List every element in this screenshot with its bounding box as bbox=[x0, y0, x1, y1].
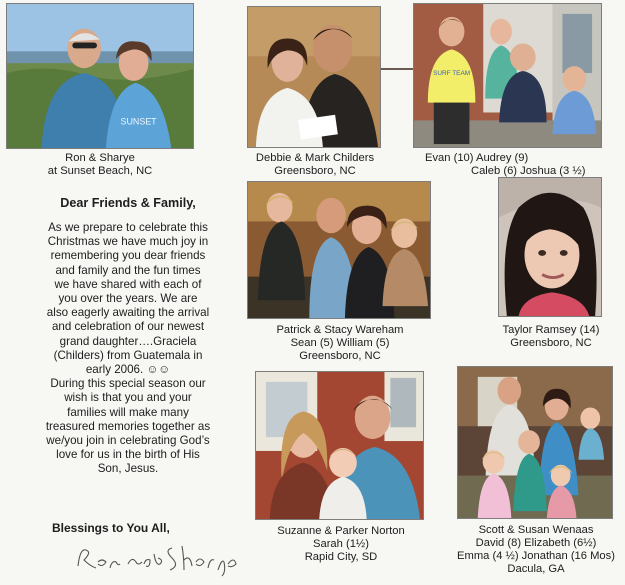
letter-line: (Childers) from Guatemala in bbox=[53, 348, 203, 362]
divider-line bbox=[381, 68, 415, 70]
caption-line: David (8) Elizabeth (6½) bbox=[475, 537, 597, 549]
letter-line: remembering you dear friends bbox=[50, 249, 206, 263]
caption-line: Debbie & Mark Childers bbox=[255, 152, 375, 164]
letter-line: we/you join in celebrating God’s bbox=[46, 434, 210, 448]
photo-suzanne-parker bbox=[255, 371, 424, 520]
letter-closing: Blessings to You All, bbox=[52, 521, 170, 535]
caption-line: Greensboro, NC bbox=[299, 350, 381, 362]
letter-line: grand daughter….Graciela bbox=[59, 334, 197, 348]
handwritten-signature bbox=[72, 536, 242, 578]
caption-line: Suzanne & Parker Norton bbox=[277, 525, 405, 537]
caption-ron-sharye bbox=[38, 152, 162, 178]
caption-line: at Sunset Beach, NC bbox=[47, 165, 153, 177]
letter-line: Christmas we have much joy in bbox=[47, 235, 209, 249]
caption-line: Caleb (6) Joshua (3 ½) bbox=[471, 165, 586, 177]
letter-body bbox=[18, 221, 238, 477]
letter-line: early 2006. ☺☺ bbox=[85, 363, 171, 377]
caption-line: Ron & Sharye bbox=[65, 152, 135, 164]
caption-line: Sarah (1½) bbox=[313, 538, 369, 550]
caption-line: Greensboro, NC bbox=[274, 165, 356, 177]
caption-line: Greensboro, NC bbox=[510, 337, 592, 349]
caption-line: Evan (10) Audrey (9) bbox=[425, 152, 529, 164]
caption-patrick-stacy bbox=[252, 324, 428, 363]
letter-line: you over the years. We are bbox=[58, 292, 198, 306]
caption-line: Taylor Ramsey (14) bbox=[502, 324, 600, 336]
caption-line: Dacula, GA bbox=[507, 563, 565, 575]
letter-line: Son, Jesus. bbox=[97, 462, 159, 476]
letter-line: love for us in the birth of His bbox=[56, 448, 200, 462]
photo-scott-susan bbox=[457, 366, 613, 519]
letter-line: we have shared with each of bbox=[54, 277, 202, 291]
photo-patrick-stacy bbox=[247, 181, 431, 319]
letter-line: and celebration of our newest bbox=[51, 320, 205, 334]
letter-line: wish is that you and your bbox=[64, 391, 192, 405]
photo-taylor bbox=[498, 177, 602, 317]
caption-evan-kids bbox=[411, 152, 611, 178]
caption-taylor bbox=[496, 324, 606, 350]
shirt-text-sunset: SUNSET bbox=[120, 116, 157, 127]
shirt-text-surf-team: SURF TEAM bbox=[433, 70, 471, 78]
photo-ron-sharye bbox=[6, 3, 194, 149]
caption-line: Sean (5) William (5) bbox=[290, 337, 390, 349]
caption-line: Rapid City, SD bbox=[304, 551, 378, 563]
caption-line: Scott & Susan Wenaas bbox=[478, 524, 594, 536]
letter-line: families will make many bbox=[67, 405, 189, 419]
letter-line: treasured memories together as bbox=[45, 419, 211, 433]
letter-greeting: Dear Friends & Family, bbox=[60, 196, 196, 210]
letter-line: and family and the fun times bbox=[55, 263, 201, 277]
caption-line: Emma (4 ½) Jonathan (16 Mos) bbox=[457, 550, 615, 562]
photo-debbie-mark bbox=[247, 6, 381, 148]
photo-evan-kids bbox=[413, 3, 602, 148]
caption-scott-susan bbox=[450, 524, 622, 576]
caption-line: Patrick & Stacy Wareham bbox=[276, 324, 404, 336]
caption-suzanne-parker bbox=[256, 525, 426, 564]
letter-line: As we prepare to celebrate this bbox=[48, 221, 208, 234]
letter-line: also eagerly awaiting the arrival bbox=[46, 306, 210, 320]
letter-line: During this special season our bbox=[50, 377, 206, 391]
holiday-letter bbox=[18, 196, 238, 477]
caption-debbie-mark bbox=[245, 152, 385, 178]
